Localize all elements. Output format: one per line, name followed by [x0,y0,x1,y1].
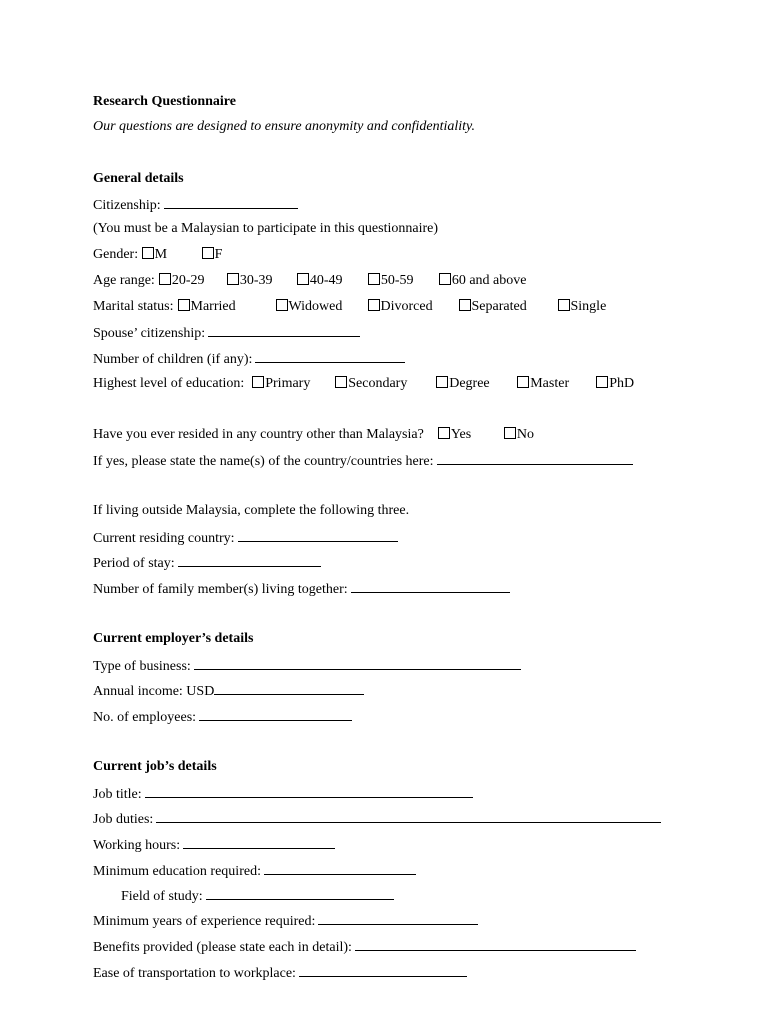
job-title-label: Job title: [93,787,142,802]
residence-question: Have you ever resided in any country other than Malaysia? [93,427,424,442]
checkbox-icon[interactable] [159,273,171,285]
job-title-field[interactable] [145,784,473,798]
age-option-20-29[interactable]: 20-29 [159,272,227,290]
job-duties-field[interactable] [156,809,661,823]
family-row [93,579,510,599]
gender-label: Gender: [93,247,139,262]
period-row [93,553,321,573]
period-label: Period of stay: [93,556,175,571]
transport-row [93,963,467,983]
gender-row [93,246,222,264]
period-field[interactable] [178,553,321,567]
field-of-study-label: Field of study: [121,889,203,904]
employees-label: No. of employees: [93,710,197,725]
min-education-label: Minimum education required: [93,864,261,879]
marital-option-separated[interactable]: Separated [459,298,558,316]
checkbox-icon[interactable] [142,247,154,259]
age-option-60-above[interactable]: 60 and above [439,272,527,290]
section-heading-employer: Current employer’s details [93,631,254,646]
marital-option-widowed[interactable]: Widowed [276,298,368,316]
income-field[interactable] [214,681,364,695]
working-hours-label: Working hours: [93,838,181,853]
section-heading-general: General details [93,171,184,186]
checkbox-icon[interactable] [252,376,264,388]
children-field[interactable] [255,349,405,363]
residence-option-yes[interactable]: Yes [438,426,504,444]
marital-option-divorced[interactable]: Divorced [368,298,459,316]
residence-option-no[interactable]: No [504,426,534,444]
business-field[interactable] [194,656,521,670]
benefits-row [93,937,636,957]
checkbox-icon[interactable] [439,273,451,285]
min-education-field[interactable] [264,861,416,875]
outside-intro: If living outside Malaysia, complete the following three. [93,503,410,518]
checkbox-icon[interactable] [504,427,516,439]
age-option-50-59[interactable]: 50-59 [368,272,439,290]
field-of-study-field[interactable] [206,886,394,900]
marital-label: Marital status: [93,299,174,314]
marital-row [93,298,606,316]
employees-row [93,707,352,727]
checkbox-icon[interactable] [459,299,471,311]
checkbox-icon[interactable] [368,299,380,311]
marital-option-single[interactable]: Single [558,298,607,316]
children-label: Number of children (if any): [93,352,253,367]
marital-option-married[interactable]: Married [178,298,276,316]
employees-field[interactable] [199,707,352,721]
business-label: Type of business: [93,659,191,674]
min-education-row [93,861,416,881]
job-duties-row [93,809,661,829]
section-heading-job: Current job’s details [93,759,217,774]
gender-option-m[interactable]: M [142,246,202,264]
residing-country-row [93,528,398,548]
experience-field[interactable] [318,911,478,925]
age-option-40-49[interactable]: 40-49 [297,272,368,290]
checkbox-icon[interactable] [596,376,608,388]
age-row [93,272,526,290]
business-row [93,656,521,676]
page-subtitle: Our questions are designed to ensure anonymity and confidentiality. [93,119,475,134]
benefits-field[interactable] [355,937,636,951]
transport-label: Ease of transportation to workplace: [93,966,296,981]
checkbox-icon[interactable] [276,299,288,311]
checkbox-icon[interactable] [436,376,448,388]
children-row [93,349,405,369]
spouse-citizenship-row [93,323,360,343]
checkbox-icon[interactable] [178,299,190,311]
citizenship-row [93,195,298,215]
job-duties-label: Job duties: [93,812,154,827]
countries-row [93,451,633,471]
field-of-study-row [121,886,394,906]
citizenship-label: Citizenship: [93,198,161,213]
education-option-degree[interactable]: Degree [436,375,517,393]
residence-row [93,426,534,444]
citizenship-note: (You must be a Malaysian to participate in this questionnaire) [93,221,439,236]
age-option-30-39[interactable]: 30-39 [227,272,297,290]
spouse-citizenship-field[interactable] [208,323,360,337]
family-field[interactable] [351,579,510,593]
family-label: Number of family member(s) living together: [93,582,348,597]
transport-field[interactable] [299,963,467,977]
checkbox-icon[interactable] [368,273,380,285]
experience-label: Minimum years of experience required: [93,914,316,929]
page-title: Research Questionnaire [93,94,236,109]
working-hours-field[interactable] [183,835,335,849]
gender-option-f[interactable]: F [202,246,223,264]
education-option-secondary[interactable]: Secondary [335,375,436,393]
education-option-phd[interactable]: PhD [596,375,634,393]
working-hours-row [93,835,335,855]
citizenship-field[interactable] [164,195,298,209]
experience-row [93,911,478,931]
checkbox-icon[interactable] [558,299,570,311]
education-option-primary[interactable]: Primary [252,375,335,393]
checkbox-icon[interactable] [517,376,529,388]
age-label: Age range: [93,273,155,288]
checkbox-icon[interactable] [438,427,450,439]
income-row [93,681,364,701]
countries-label: If yes, please state the name(s) of the country/countries here: [93,454,434,469]
education-row [93,375,634,393]
checkbox-icon[interactable] [202,247,214,259]
job-title-row [93,784,473,804]
spouse-citizenship-label: Spouse’ citizenship: [93,326,206,341]
checkbox-icon[interactable] [227,273,239,285]
checkbox-icon[interactable] [335,376,347,388]
countries-field[interactable] [437,451,633,465]
checkbox-icon[interactable] [297,273,309,285]
residing-country-label: Current residing country: [93,531,235,546]
residing-country-field[interactable] [238,528,398,542]
benefits-label: Benefits provided (please state each in detail): [93,940,352,955]
income-label: Annual income: USD [93,684,215,699]
education-label: Highest level of education: [93,376,245,391]
education-option-master[interactable]: Master [517,375,596,393]
